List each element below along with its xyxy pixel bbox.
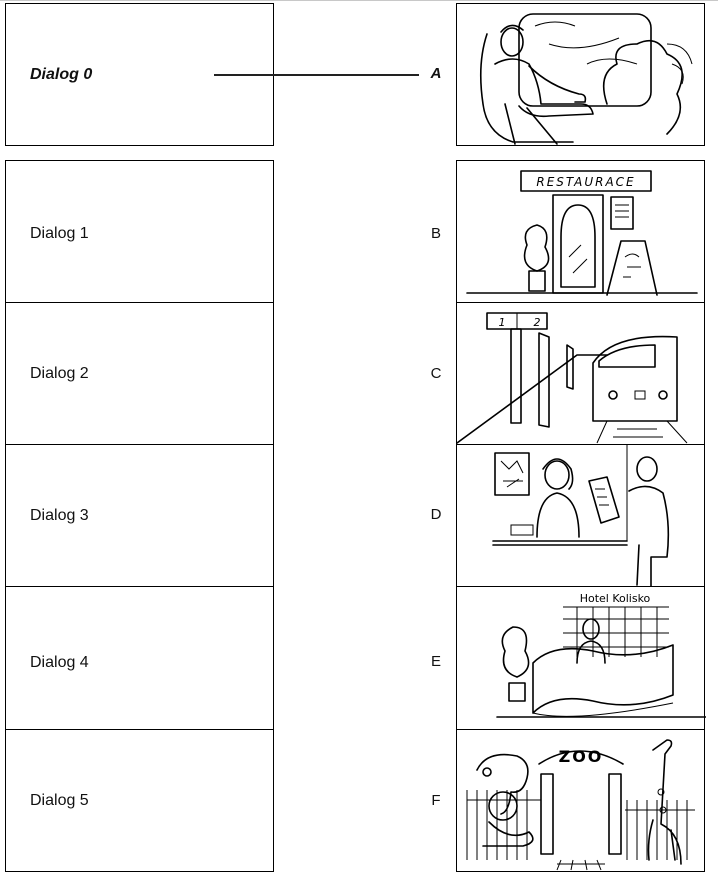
picture-f-zoo [457, 730, 706, 873]
picture-b-restaurant [457, 161, 706, 304]
picture-d-office-desk [457, 445, 706, 588]
picture-b-box [456, 160, 705, 303]
picture-a-train-passenger [457, 4, 706, 147]
picture-c-train-platform [457, 303, 706, 446]
picture-e-box [456, 586, 705, 730]
dialog-box-2 [5, 302, 274, 445]
top-rule [0, 0, 718, 1]
example-letter: A [430, 65, 442, 82]
dialog-label-4: Dialog 4 [30, 654, 89, 671]
dialog-box-3 [5, 444, 274, 587]
dialog-label-3: Dialog 3 [30, 507, 89, 524]
letter-d: D [430, 506, 442, 523]
picture-f-box [456, 729, 705, 872]
letter-c: C [430, 365, 442, 382]
example-match-line [214, 74, 419, 76]
platform-sign-2: 2 [533, 316, 541, 329]
dialog-label-2: Dialog 2 [30, 365, 89, 382]
picture-c-box [456, 302, 705, 445]
picture-e-hotel-reception [457, 587, 706, 731]
dialog-label-5: Dialog 5 [30, 792, 89, 809]
dialog-label-1: Dialog 1 [30, 225, 89, 242]
example-dialog-label: Dialog 0 [30, 66, 93, 83]
platform-sign-1: 1 [498, 316, 506, 329]
restaurant-sign-text: RESTAURACE [536, 175, 636, 189]
dialog-box-4 [5, 586, 274, 730]
letter-e: E [430, 653, 441, 670]
letter-b: B [430, 225, 441, 242]
letter-f: F [431, 792, 441, 809]
dialog-box-5 [5, 729, 274, 872]
hotel-sign-text: Hotel Kolisko [579, 592, 651, 605]
picture-a-box [456, 3, 705, 146]
zoo-sign-text: ZOO [558, 747, 604, 766]
dialog-box-1 [5, 160, 274, 303]
picture-d-box [456, 444, 705, 587]
